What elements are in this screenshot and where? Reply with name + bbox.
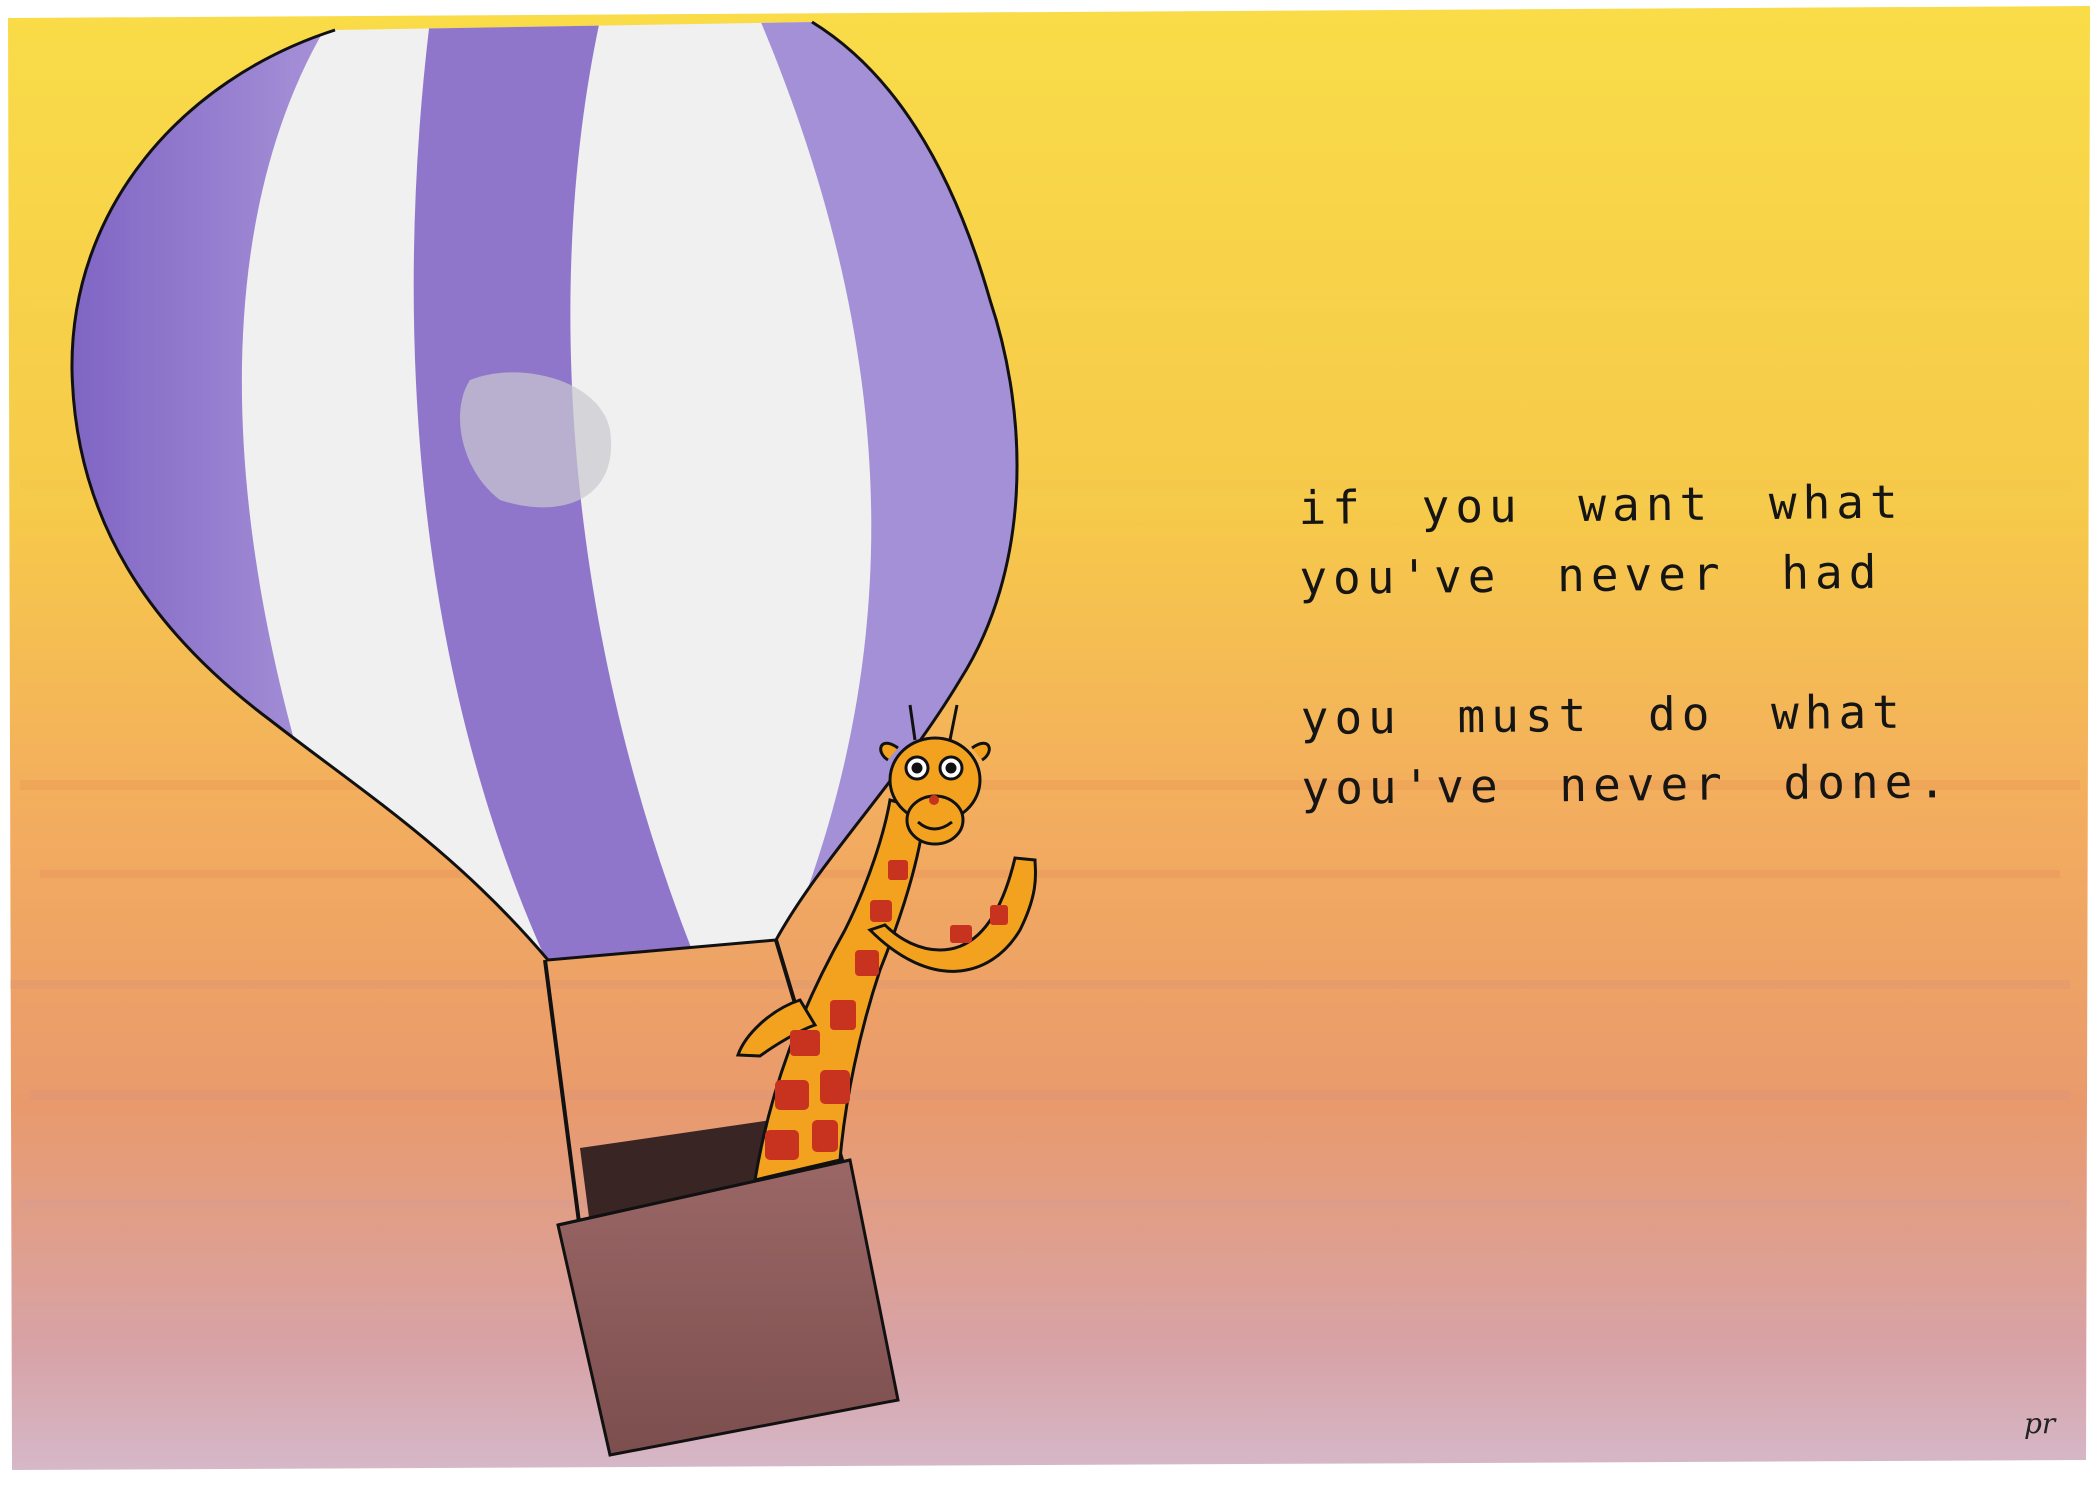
quote-line-1: if you want what [1298, 474, 1904, 535]
quote-line-4: you've never done. [1301, 754, 1953, 815]
quote-line-3: you must do what [1300, 684, 1907, 745]
quote-spacer [1300, 607, 1861, 683]
quote-text [1298, 467, 1953, 823]
quote-line-2: you've never had [1298, 544, 1883, 605]
artist-signature: pr [2024, 1407, 2056, 1440]
